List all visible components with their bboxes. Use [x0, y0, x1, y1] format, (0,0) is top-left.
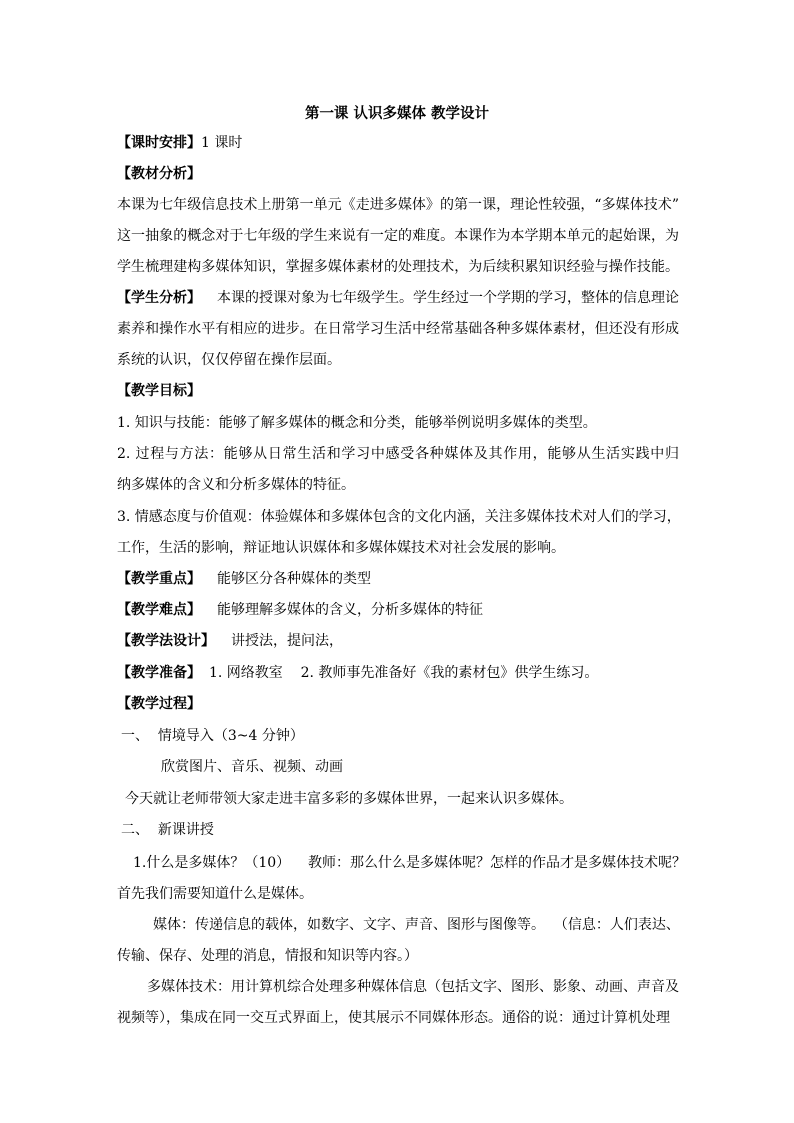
section-heading: 【学生分析】 [117, 290, 201, 306]
paragraph-line: 1.什么是多媒体？（10） 教师：那么什么是多媒体呢？怎样的作品才是多媒体技术呢？ [133, 855, 686, 871]
section-text: 讲授法，提问法， [231, 633, 343, 649]
section-text: 1 课时 [201, 135, 243, 151]
section-heading: 【教学法设计】 [117, 633, 215, 649]
paragraph-line: 素养和操作水平有相应的进步。在日常学习生活中经常基础各种多媒体素材，但还没有形成 [117, 321, 679, 337]
paragraph-line: 2. 过程与方法：能够从日常生活和学习中感受各种媒体及其作用，能够从生活实践中归 [117, 446, 679, 462]
paragraph-line: 学生梳理建构多媒体知识，掌握多媒体素材的处理技术，为后续积累知识经验与操作技能。 [117, 259, 679, 275]
section-heading: 【教学重点】 [117, 571, 201, 587]
paragraph-line: 视频等），集成在同一交互式界面上，使其展示不同媒体形态。通俗的说：通过计算机处理 [117, 1010, 670, 1026]
preparation-line [117, 663, 598, 683]
section-text: 1. 网络教室 2. 教师事先准备好《我的素材包》供学生练习。 [209, 665, 599, 681]
paragraph-line: 多媒体技术：用计算机综合处理多种媒体信息（包括文字、图形、影象、动画、声音及 [147, 979, 679, 995]
difficult-points-line [117, 600, 483, 620]
section-heading: 【教学准备】 [117, 665, 201, 681]
paragraph-line: 纳多媒体的含义和分析多媒体的特征。 [117, 477, 355, 493]
paragraph-line: 首先我们需要知道什么是媒体。 [117, 886, 313, 902]
section-heading: 【课时安排】 [117, 135, 201, 151]
paragraph-line: 欣赏图片、音乐、视频、动画 [161, 759, 343, 775]
section-text: 能够区分各种媒体的类型 [217, 571, 371, 587]
step-heading: 一、 情境导入（3~4 分钟） [121, 728, 304, 744]
paragraph-line: 系统的认识，仅仅停留在操作层面。 [117, 352, 341, 368]
paragraph-line: 传输、保存、处理的消息，情报和知识等内容。） [117, 948, 418, 964]
paragraph-line: 3. 情感态度与价值观：体验媒体和多媒体包含的文化内涵，关注多媒体技术对人们的学习， [117, 509, 681, 525]
section-text: 能够理解多媒体的含义，分析多媒体的特征 [217, 602, 483, 618]
section-heading: 【教学过程】 [117, 696, 201, 712]
paragraph-line: 本课为七年级信息技术上册第一单元《走进多媒体》的第一课，理论性较强，“多媒体技术” [117, 197, 679, 213]
section-heading: 【教学目标】 [117, 383, 201, 399]
student-analysis-line [117, 288, 679, 308]
key-points-line [117, 569, 371, 589]
method-line [117, 631, 343, 651]
document-title: 第一课 认识多媒体 教学设计 [304, 105, 490, 122]
section-text: 本课的授课对象为七年级学生。学生经过一个学期的学习，整体的信息理论 [217, 290, 679, 306]
paragraph-line: 这一抽象的概念对于七年级的学生来说有一定的难度。本课作为本学期本单元的起始课，为 [117, 228, 679, 244]
paragraph-line: 媒体：传递信息的载体，如数字、文字、声音、图形与图像等。 （信息：人们表达、 [153, 917, 680, 933]
section-heading: 【教学难点】 [117, 602, 201, 618]
paragraph-line: 工作，生活的影响，辩证地认识媒体和多媒体媒技术对社会发展的影响。 [117, 540, 565, 556]
paragraph-line: 1. 知识与技能：能够了解多媒体的概念和分类，能够举例说明多媒体的类型。 [117, 415, 597, 431]
step-heading: 二、 新课讲授 [121, 822, 214, 838]
section-heading: 【教材分析】 [117, 166, 201, 182]
paragraph-line: 今天就让老师带领大家走进丰富多彩的多媒体世界，一起来认识多媒体。 [125, 791, 573, 807]
class-hours-line [117, 133, 242, 153]
